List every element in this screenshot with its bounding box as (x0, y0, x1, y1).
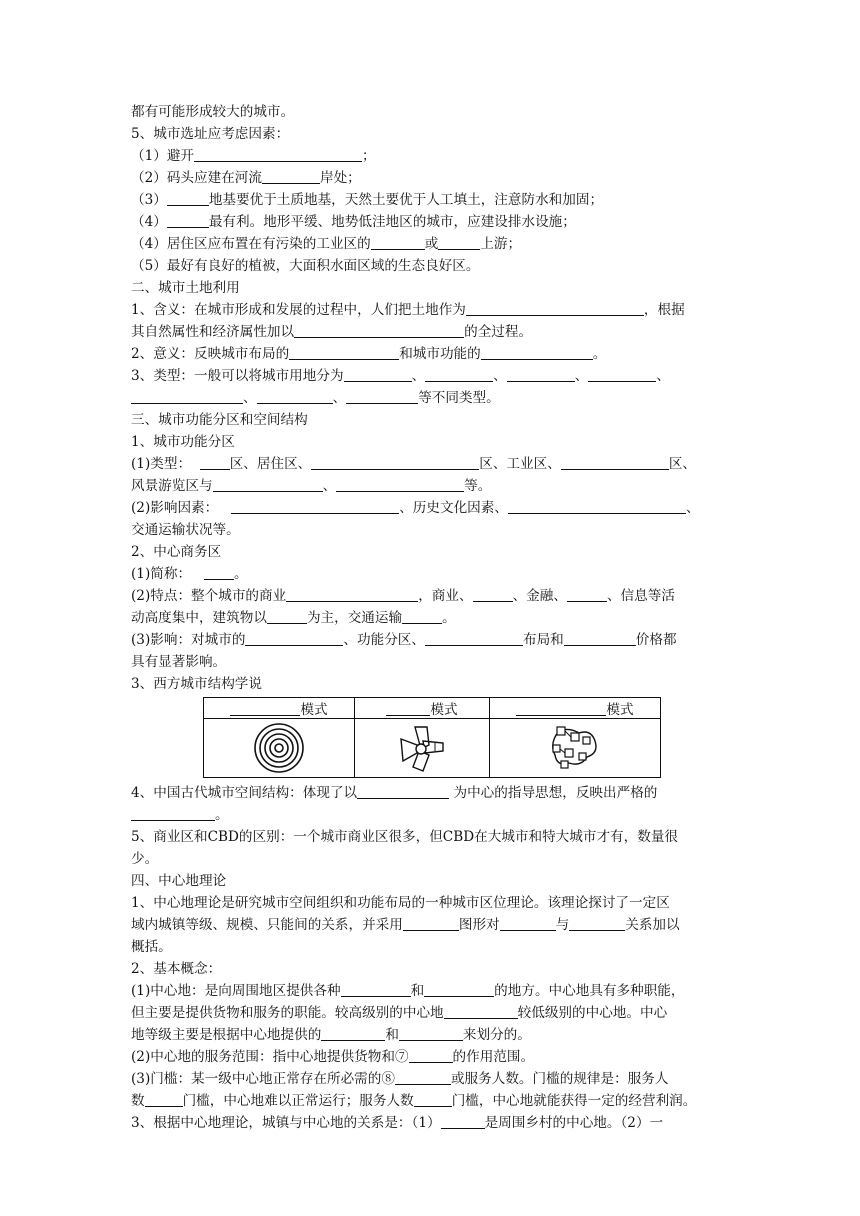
text-run: 概括。 (131, 939, 172, 955)
text-run: 模式 (430, 702, 458, 718)
text-run: 模式 (300, 702, 328, 718)
blank[interactable] (402, 609, 442, 624)
text-line (131, 1024, 731, 1046)
text-line (131, 519, 731, 541)
text-line (131, 804, 731, 826)
text-run: 的全过程。 (464, 324, 533, 340)
text-run: 和 (410, 983, 425, 999)
blank[interactable] (131, 806, 215, 821)
blank[interactable] (204, 565, 234, 580)
blank[interactable] (200, 455, 230, 470)
text-run: (3)影响：对城市的 (131, 632, 246, 648)
blank[interactable] (257, 389, 333, 404)
text-line (131, 365, 731, 387)
sector-model-icon (395, 721, 449, 775)
text-run: 门槛，中心地难以正常运行；服务人数 (182, 1093, 414, 1109)
text-run: 数 (131, 1093, 145, 1109)
text-run: 、功能分区、 (343, 632, 425, 648)
text-run: 地基要优于土质地基，天然土要优于人工填土，注意防水和加固； (208, 192, 604, 208)
text-run: (2)影响因素： (131, 500, 219, 516)
text-run: 与 (555, 917, 570, 933)
blank[interactable] (508, 499, 686, 514)
text-run: (1)中心地：是向周围地区提供各种 (131, 983, 341, 999)
text-run: 为中心的指导思想，反映出严格的 (453, 785, 658, 801)
text-line (131, 189, 731, 211)
blank[interactable] (167, 213, 209, 228)
text-run: 岸处； (320, 170, 361, 186)
blank[interactable] (357, 784, 449, 799)
blank[interactable] (341, 982, 411, 997)
blank[interactable] (262, 169, 320, 184)
text-run: 1、含义：在城市形成和发展的过程中，人们把土地作为 (131, 302, 466, 318)
blank[interactable] (167, 191, 209, 206)
text-run: （5）最好有良好的植被，大面积水面区域的生态良好区。 (131, 258, 480, 274)
text-line (131, 848, 731, 870)
text-run: 和城市功能的 (399, 346, 481, 362)
text-run: 少。 (131, 851, 159, 867)
table-cell (490, 719, 661, 778)
blank[interactable] (561, 455, 669, 470)
blank[interactable] (438, 235, 480, 250)
document-page (131, 101, 731, 1134)
text-run: (3)门槛：某一级中心地正常存在所必需的⑧ (131, 1071, 395, 1087)
blank[interactable] (507, 367, 575, 382)
text-line (131, 826, 731, 848)
text-run: 、 (574, 368, 589, 384)
text-run: 1、中心地理论是研究城市空间组织和功能布局的一种城市区位理论。该理论探讨了一定区 (131, 895, 670, 911)
text-run: 二、城市土地利用 (131, 280, 240, 296)
text-line (131, 475, 731, 497)
text-line (131, 1046, 731, 1068)
blank[interactable] (230, 701, 300, 716)
text-run: 、 (685, 500, 700, 516)
text-run: (2)特点：整个城市的商业 (131, 588, 287, 604)
text-line (131, 255, 731, 277)
text-run: 布局和 (522, 632, 564, 648)
text-run: 区、居住区、 (229, 456, 312, 472)
table-cell (204, 719, 355, 778)
blank[interactable] (321, 1026, 385, 1041)
text-run: 四、中心地理论 (131, 873, 227, 889)
concentric-zone-icon (252, 721, 306, 775)
text-run: 的作用范围。 (452, 1049, 535, 1065)
text-run: 、 (656, 368, 670, 384)
text-run: 等不同类型。 (418, 390, 500, 406)
blank[interactable] (399, 1026, 463, 1041)
text-run: 、历史文化因素、 (399, 500, 508, 516)
blank[interactable] (441, 1114, 485, 1129)
text-run: 等。 (464, 478, 492, 494)
text-line (131, 343, 731, 365)
blank[interactable] (231, 499, 399, 514)
text-line (131, 651, 731, 673)
text-run: 、 (243, 390, 257, 406)
text-run: 、信息等活 (606, 588, 675, 604)
blank[interactable] (481, 345, 593, 360)
section-heading (131, 541, 731, 563)
text-line (131, 1002, 731, 1024)
text-run: 最有利。地形平缓、地势低洼地区的城市，应建设排水设施； (208, 214, 576, 230)
blank[interactable] (286, 587, 418, 602)
text-run: 。 (215, 807, 229, 823)
text-line (131, 914, 731, 936)
blank[interactable] (371, 235, 425, 250)
text-line (131, 453, 731, 475)
text-run: （1）避开 (131, 148, 195, 164)
text-run: 都有可能形成较大的城市。 (131, 104, 295, 120)
text-line (131, 782, 731, 804)
blank[interactable] (588, 367, 656, 382)
multiple-nuclei-icon (545, 721, 605, 775)
text-run: ，根据 (643, 302, 685, 318)
text-run: 、 (322, 478, 337, 494)
blank[interactable] (194, 147, 362, 162)
table-header (490, 698, 661, 719)
text-run: 或 (424, 236, 439, 252)
text-run: 为主，交通运输 (306, 610, 403, 626)
section-heading (131, 431, 731, 453)
text-line (131, 892, 731, 914)
text-line (131, 1090, 731, 1112)
blank[interactable] (466, 301, 644, 316)
blank[interactable] (395, 1070, 451, 1085)
city-structure-table (203, 697, 661, 778)
blank[interactable] (425, 367, 493, 382)
blank[interactable] (516, 701, 606, 716)
text-run: 区、 (668, 456, 697, 472)
blank[interactable] (344, 367, 412, 382)
text-run: 2、意义：反映城市布局的 (131, 346, 290, 362)
text-run: 3、根据中心地理论，城镇与中心地的关系是：（1） (131, 1115, 441, 1131)
text-run: 5、城市选址应考虑因素： (131, 126, 290, 142)
table-cell (355, 719, 490, 778)
text-run: (2)中心地的服务范围：指中心地提供货物和⑦ (131, 1049, 409, 1065)
text-line (131, 980, 731, 1002)
text-run: 2、基本概念： (131, 961, 222, 977)
text-run: 较低级别的中心地。中心 (517, 1005, 668, 1021)
text-run: 关系加以 (625, 917, 680, 933)
text-line (131, 629, 731, 651)
text-run: 域内城镇等级、规模、只能间的关系，并采用 (131, 917, 403, 933)
blank[interactable] (403, 916, 459, 931)
text-line (131, 321, 731, 343)
text-run: (1)简称： (131, 566, 192, 582)
text-line (131, 936, 731, 958)
text-run: 图形对 (458, 917, 500, 933)
blank[interactable] (567, 587, 607, 602)
text-run: 具有显著影响。 (131, 654, 227, 670)
text-run: 。 (442, 610, 456, 626)
text-line (131, 101, 731, 123)
text-run: 模式 (606, 702, 634, 718)
text-run: 价格都 (635, 632, 677, 648)
text-run: 风景游览区与 (131, 478, 213, 494)
section-heading (131, 409, 731, 431)
blank[interactable] (245, 631, 343, 646)
text-run: 其自然属性和经济属性加以 (131, 324, 295, 340)
blank[interactable] (311, 455, 479, 470)
blank[interactable] (409, 1048, 453, 1063)
blank[interactable] (386, 701, 430, 716)
blank[interactable] (267, 609, 307, 624)
text-run: 、 (411, 368, 426, 384)
text-run: 。 (234, 566, 248, 582)
section-heading (131, 277, 731, 299)
blank[interactable] (131, 389, 243, 404)
blank[interactable] (564, 631, 636, 646)
text-run: 3、类型：一般可以将城市用地分为 (131, 368, 344, 384)
text-run: 区、工业区、 (479, 456, 561, 472)
text-run: （3） (131, 192, 167, 208)
blank[interactable] (444, 1004, 518, 1019)
table-header (204, 698, 355, 719)
text-run: （4） (131, 214, 167, 230)
text-run: (1)类型： (131, 456, 192, 472)
text-run: 、 (493, 368, 507, 384)
text-run: 地等级主要是根据中心地提供的 (131, 1027, 322, 1043)
text-line (131, 387, 731, 409)
text-run: 门槛，中心地就能获得一定的经营利润。 (451, 1093, 697, 1109)
blank[interactable] (425, 631, 523, 646)
text-line (131, 497, 731, 519)
text-run: 5、商业区和CBD的区别：一个城市商业区很多，但CBD在大城市和特大城市才有，数量很 (131, 829, 679, 845)
blank[interactable] (346, 389, 418, 404)
text-line (131, 607, 731, 629)
text-run: 是周围乡村的中心地。（2）一 (484, 1115, 664, 1131)
text-run: 上游； (480, 236, 522, 252)
text-run: ； (362, 148, 376, 164)
text-run: 三、城市功能分区和空间结构 (131, 412, 308, 428)
text-line (131, 211, 731, 233)
text-run: 动高度集中，建筑物以 (131, 610, 267, 626)
text-line (131, 299, 731, 321)
section-heading (131, 870, 731, 892)
blank[interactable] (414, 1092, 452, 1107)
text-run: 2、中心商务区 (131, 544, 222, 560)
text-line (131, 1068, 731, 1090)
section-heading (131, 123, 731, 145)
text-line (131, 1112, 731, 1134)
text-line (131, 585, 731, 607)
section-heading (131, 673, 731, 695)
text-run: 4、中国古代城市空间结构：体现了以 (131, 785, 358, 801)
blank[interactable] (473, 587, 513, 602)
blank[interactable] (500, 916, 556, 931)
blank[interactable] (145, 1092, 183, 1107)
text-run: ，商业、 (418, 588, 473, 604)
blank[interactable] (336, 477, 464, 492)
text-run: 和 (385, 1027, 399, 1043)
text-line (131, 233, 731, 255)
text-run: （2）码头应建在河流 (131, 170, 262, 186)
blank[interactable] (569, 916, 625, 931)
text-run: 或服务人数。门槛的规律是：服务人 (450, 1071, 669, 1087)
table-header (355, 698, 490, 719)
text-line (131, 145, 731, 167)
text-run: 、金融、 (512, 588, 567, 604)
text-run: （4）居住区应布置在有污染的工业区的 (131, 236, 371, 252)
blank[interactable] (213, 477, 323, 492)
text-line (131, 563, 731, 585)
text-run: 来划分的。 (462, 1027, 531, 1043)
blank[interactable] (294, 323, 464, 338)
blank[interactable] (289, 345, 399, 360)
text-run: 1、城市功能分区 (131, 434, 235, 450)
text-run: 交通运输状况等。 (131, 522, 240, 538)
text-run: 。 (592, 346, 607, 362)
text-run: 、 (332, 390, 347, 406)
blank[interactable] (424, 982, 494, 997)
text-run: 但主要是提供货物和服务的职能。较高级别的中心地 (131, 1005, 444, 1021)
text-run: 的地方。中心地具有多种职能， (494, 983, 685, 999)
text-line (131, 167, 731, 189)
text-run: 3、西方城市结构学说 (131, 676, 262, 692)
section-heading (131, 958, 731, 980)
